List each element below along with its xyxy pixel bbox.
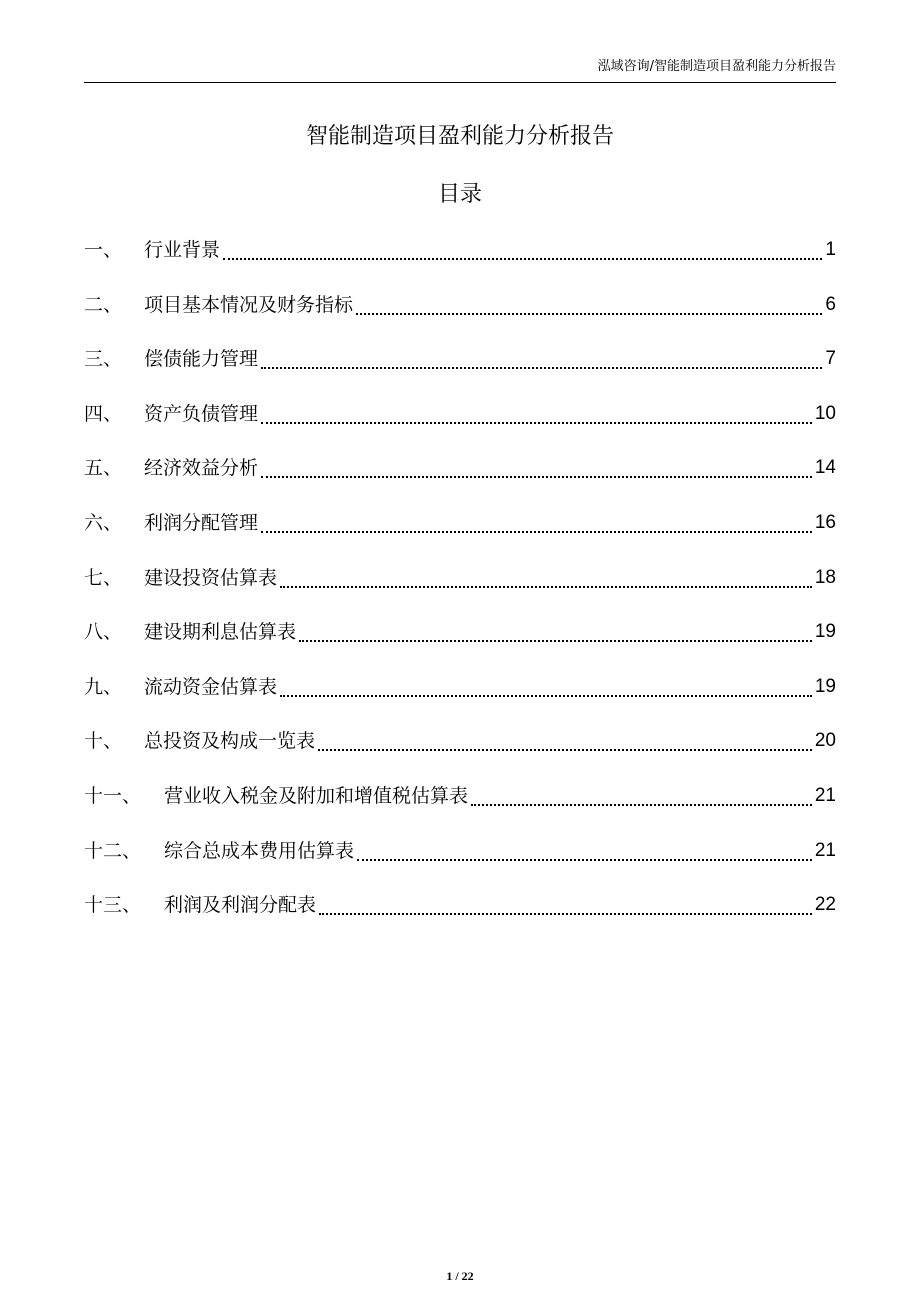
toc-entry-page: 6 <box>825 293 836 315</box>
toc-entry-page: 18 <box>814 566 836 588</box>
toc-entry-page: 19 <box>814 675 836 697</box>
toc-dot-leader <box>280 670 812 697</box>
toc-entry-number: 一、 <box>84 239 123 261</box>
document-title: 智能制造项目盈利能力分析报告 <box>305 124 614 149</box>
toc-entry-title: 资产负债管理 <box>144 402 259 425</box>
toc-entry[interactable] <box>84 342 836 397</box>
toc-entry-number: 八、 <box>84 621 123 644</box>
toc-entry-title: 综合总成本费用估算表 <box>164 839 355 862</box>
toc-entry-title: 偿债能力管理 <box>144 348 259 371</box>
toc-entry[interactable] <box>84 615 836 670</box>
toc-entry[interactable] <box>84 561 836 616</box>
toc-entry[interactable] <box>84 724 836 779</box>
toc-entry-title: 总投资及构成一览表 <box>144 730 316 753</box>
toc-entry-number: 七、 <box>84 566 123 589</box>
toc-entry-number: 十、 <box>84 730 123 753</box>
toc-heading: 目录 <box>437 182 482 207</box>
toc-entry-number: 九、 <box>84 675 123 698</box>
toc-entry-number: 十三、 <box>84 894 142 917</box>
header-rule <box>84 82 836 83</box>
toc-entry-page: 20 <box>814 730 836 752</box>
toc-entry[interactable] <box>84 233 836 288</box>
toc-entry-page: 16 <box>814 511 836 533</box>
toc-dot-leader <box>318 724 812 751</box>
toc-entry-page: 10 <box>814 402 836 424</box>
toc-entry-title: 经济效益分析 <box>144 457 259 480</box>
toc-entry-page: 7 <box>825 348 836 370</box>
toc-entry-title: 利润分配管理 <box>144 511 259 534</box>
toc-entry[interactable] <box>84 670 836 725</box>
toc-entry-number: 十一、 <box>84 784 142 807</box>
toc-dot-leader <box>357 834 812 861</box>
toc-dot-leader <box>280 561 812 588</box>
running-header: 泓域咨询/智能制造项目盈利能力分析报告 <box>597 59 836 74</box>
toc-entry-number: 三、 <box>84 348 123 371</box>
toc-entry[interactable] <box>84 888 836 943</box>
toc-entry[interactable] <box>84 397 836 452</box>
toc-dot-leader <box>471 779 812 806</box>
toc-entry-page: 1 <box>825 239 836 260</box>
table-of-contents <box>84 233 836 943</box>
toc-dot-leader <box>261 342 822 369</box>
toc-entry-number: 二、 <box>84 293 123 316</box>
toc-entry-page: 14 <box>814 457 836 479</box>
toc-entry-number: 五、 <box>84 457 123 480</box>
toc-entry-title: 营业收入税金及附加和增值税估算表 <box>164 784 469 807</box>
toc-dot-leader <box>261 506 812 533</box>
toc-entry[interactable] <box>84 779 836 834</box>
toc-entry-page: 22 <box>814 894 836 916</box>
toc-dot-leader <box>223 233 822 260</box>
page-number: 1 / 22 <box>446 1269 474 1283</box>
toc-entry[interactable] <box>84 451 836 506</box>
toc-entry-title: 行业背景 <box>144 239 221 261</box>
toc-entry-number: 六、 <box>84 511 123 534</box>
toc-entry-title: 建设期利息估算表 <box>144 621 297 644</box>
toc-entry[interactable] <box>84 834 836 889</box>
toc-entry-number: 四、 <box>84 402 123 425</box>
toc-entry-page: 21 <box>814 784 836 806</box>
toc-dot-leader <box>261 397 812 424</box>
toc-entry[interactable] <box>84 506 836 561</box>
toc-entry-title: 建设投资估算表 <box>144 566 278 589</box>
toc-entry-page: 19 <box>814 621 836 643</box>
toc-dot-leader <box>261 451 812 478</box>
toc-entry-page: 21 <box>814 839 836 861</box>
toc-entry-number: 十二、 <box>84 839 142 862</box>
toc-entry-title: 项目基本情况及财务指标 <box>144 293 354 316</box>
toc-entry-title: 流动资金估算表 <box>144 675 278 698</box>
toc-entry-title: 利润及利润分配表 <box>164 894 317 917</box>
toc-dot-leader <box>319 888 812 915</box>
toc-dot-leader <box>299 615 812 642</box>
toc-entry[interactable] <box>84 288 836 343</box>
toc-dot-leader <box>356 288 822 315</box>
